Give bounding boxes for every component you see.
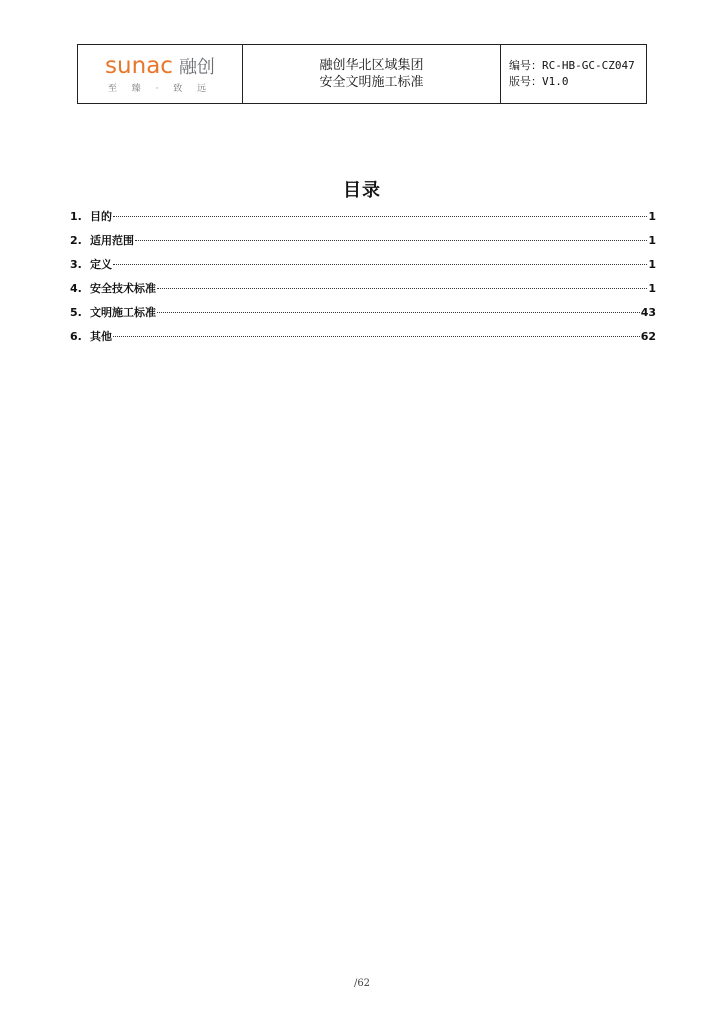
toc-entry-5[interactable] (70, 304, 656, 328)
toc-entry-text: 目的 (90, 210, 112, 223)
logo-wordmark-suffix: ac (146, 53, 173, 79)
toc-entry-page: 1 (648, 282, 656, 295)
toc-entry-page: 1 (648, 234, 656, 247)
toc-leader-dots (113, 216, 647, 217)
toc-entry-number: 4. (70, 282, 82, 295)
header-title-line1: 融创华北区域集团 (319, 58, 424, 73)
toc-entry-page: 1 (648, 258, 656, 271)
toc-entry-text: 适用范围 (90, 234, 134, 247)
logo-slogan: 至 臻 · 致 远 (107, 84, 213, 94)
toc-entry-4[interactable] (70, 280, 656, 304)
header-code-cell (501, 45, 646, 103)
toc-leader-dots (113, 336, 640, 337)
page-number: /62 (353, 978, 371, 989)
toc-entry-page: 62 (640, 330, 656, 343)
toc-entry-6[interactable] (70, 328, 656, 352)
toc-leader-dots (135, 240, 647, 241)
header-title-cell (243, 45, 501, 103)
toc-entry-page: 43 (640, 306, 656, 319)
toc-entry-2[interactable] (70, 232, 656, 256)
toc-entry-number: 5. (70, 306, 82, 319)
toc-leader-dots (157, 288, 647, 289)
document-code: 编号：RC-HB-GC-CZ047 (509, 59, 635, 72)
logo-wordmark (105, 54, 173, 78)
toc-entry-number: 3. (70, 258, 82, 271)
logo-wordmark-prefix: sun (105, 53, 147, 79)
toc-entry-text: 定义 (90, 258, 112, 271)
toc-entry-1[interactable] (70, 208, 656, 232)
table-of-contents (70, 208, 656, 352)
logo-chinese: 融创 (178, 57, 215, 78)
toc-entry-number: 6. (70, 330, 82, 343)
toc-entry-3[interactable] (70, 256, 656, 280)
toc-title: 目录 (343, 180, 381, 201)
toc-entry-text: 其他 (90, 330, 112, 343)
toc-entry-text: 安全技术标准 (90, 282, 156, 295)
document-version: 版号：V1.0 (509, 75, 569, 88)
header-title-line2: 安全文明施工标准 (319, 75, 424, 90)
toc-entry-page: 1 (648, 210, 656, 223)
toc-leader-dots (113, 264, 647, 265)
logo-cell (78, 45, 243, 103)
toc-leader-dots (157, 312, 640, 313)
toc-entry-number: 1. (70, 210, 82, 223)
toc-entry-text: 文明施工标准 (90, 306, 156, 319)
document-header (77, 44, 647, 104)
toc-entry-number: 2. (70, 234, 82, 247)
sunac-logo (105, 54, 215, 79)
